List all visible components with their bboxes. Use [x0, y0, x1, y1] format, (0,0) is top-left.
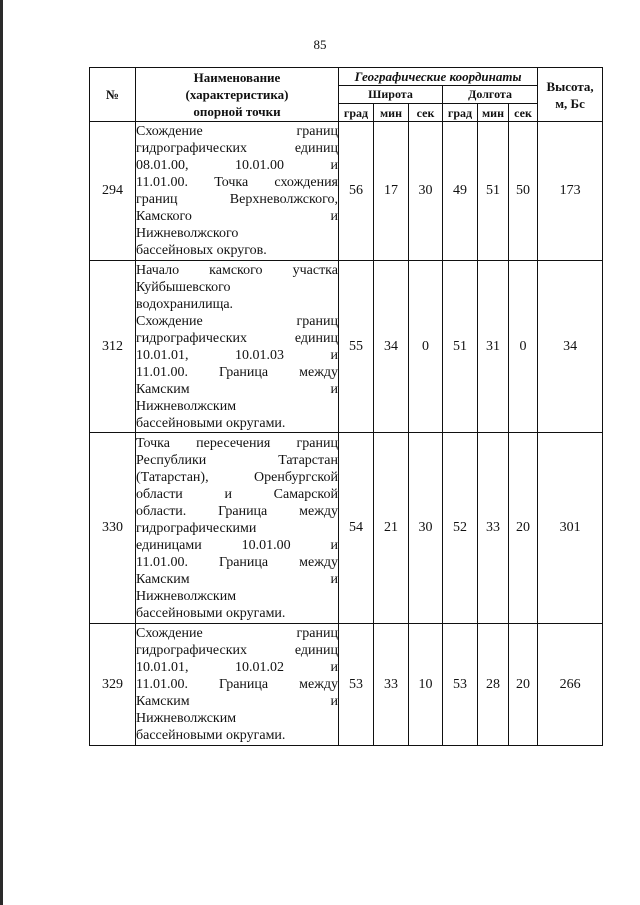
- row-name: [136, 624, 339, 746]
- row-number: 330: [90, 433, 136, 624]
- row-name-line: Нижневолжским: [136, 398, 237, 414]
- row-name-line: бассейновыми округами.: [136, 605, 286, 621]
- row-name-line: бассейновыми округами.: [136, 415, 286, 431]
- header-lat-deg: град: [339, 104, 374, 122]
- row-lat-deg: 55: [339, 261, 374, 433]
- row-name-line: Камским и: [136, 571, 338, 587]
- table-header: [90, 68, 603, 122]
- header-name-line: опорной точки: [193, 104, 281, 119]
- row-name-line: области и Самарской: [136, 486, 338, 502]
- table-row: [90, 122, 603, 261]
- row-name-line: области. Граница между: [136, 503, 338, 519]
- row-lon-sec: 50: [509, 122, 538, 261]
- row-lon-deg: 51: [443, 261, 478, 433]
- row-name-line: гидрографических единиц: [136, 141, 338, 156]
- row-height: 301: [538, 433, 603, 624]
- row-name-line: Нижневолжского: [136, 226, 239, 241]
- header-lon-deg: град: [443, 104, 478, 122]
- header-name-line: (характеристика): [185, 87, 289, 102]
- row-name-line: гидрографическими: [136, 520, 257, 536]
- row-lat-sec: 30: [409, 122, 443, 261]
- row-name-line: Схождение границ: [136, 313, 338, 329]
- row-name-line: бассейновых округов.: [136, 243, 267, 258]
- row-lon-deg: 49: [443, 122, 478, 261]
- header-lat-sec: сек: [409, 104, 443, 122]
- row-name: [136, 261, 339, 433]
- row-lat-sec: 30: [409, 433, 443, 624]
- row-number: 329: [90, 624, 136, 746]
- header-lon-sec: сек: [509, 104, 538, 122]
- row-name-line: Камским и: [136, 694, 338, 709]
- row-name: [136, 122, 339, 261]
- row-lat-min: 34: [374, 261, 409, 433]
- row-lon-sec: 20: [509, 624, 538, 746]
- row-name-line: Схождение границ: [136, 626, 338, 641]
- page-number: 85: [313, 37, 327, 52]
- row-name-line: 11.01.00. Граница между: [136, 554, 338, 570]
- table-row: [90, 261, 603, 433]
- row-name-line: границ Верхневолжского,: [136, 192, 338, 207]
- row-lon-deg: 53: [443, 624, 478, 746]
- table-row: [90, 624, 603, 746]
- row-lat-deg: 54: [339, 433, 374, 624]
- table-body: [90, 122, 603, 746]
- row-name-line: Нижневолжским: [136, 711, 237, 726]
- row-lon-sec: 20: [509, 433, 538, 624]
- row-height: 266: [538, 624, 603, 746]
- header-height-line: м, Бс: [555, 95, 585, 111]
- row-name-line: Схождение границ: [136, 124, 338, 139]
- header-latitude: Широта: [339, 86, 443, 104]
- header-height-line: Высота,: [546, 78, 594, 94]
- row-lon-deg: 52: [443, 433, 478, 624]
- table-row: [90, 433, 603, 624]
- header-lat-min: мин: [374, 104, 409, 122]
- row-lat-sec: 0: [409, 261, 443, 433]
- row-lon-sec: 0: [509, 261, 538, 433]
- row-height: 173: [538, 122, 603, 261]
- header-longitude: Долгота: [443, 86, 538, 104]
- row-lat-deg: 56: [339, 122, 374, 261]
- page-left-edge: [0, 0, 3, 905]
- row-lat-min: 17: [374, 122, 409, 261]
- row-name-line: бассейновыми округами.: [136, 728, 286, 743]
- row-name-line: гидрографических единиц: [136, 330, 338, 346]
- row-number: 294: [90, 122, 136, 261]
- row-lat-min: 21: [374, 433, 409, 624]
- row-name-line: Республики Татарстан: [136, 452, 338, 468]
- header-name-line: Наименование: [193, 70, 281, 85]
- row-name-line: Начало камского участка: [136, 262, 338, 278]
- row-name-line: (Татарстан), Оренбургской: [136, 469, 338, 485]
- header-name: [136, 68, 339, 122]
- row-lon-min: 33: [478, 433, 509, 624]
- row-name-line: Куйбышевского: [136, 279, 231, 295]
- row-name-line: 10.01.01, 10.01.02 и: [136, 660, 338, 675]
- row-height: 34: [538, 261, 603, 433]
- header-lon-min: мин: [478, 104, 509, 122]
- row-lat-sec: 10: [409, 624, 443, 746]
- row-lon-min: 51: [478, 122, 509, 261]
- row-name-line: 11.01.00. Точка схождения: [136, 175, 338, 190]
- header-coordinates: Географические координаты: [339, 68, 538, 86]
- row-lat-deg: 53: [339, 624, 374, 746]
- row-name-line: 11.01.00. Граница между: [136, 677, 338, 692]
- row-name-line: 08.01.00, 10.01.00 и: [136, 158, 338, 173]
- row-name-line: Нижневолжским: [136, 588, 237, 604]
- reference-points-table: [89, 67, 603, 746]
- header-number: №: [90, 68, 136, 122]
- row-name-line: гидрографических единиц: [136, 643, 338, 658]
- row-name-line: водохранилища.: [136, 296, 234, 312]
- row-name-line: единицами 10.01.00 и: [136, 537, 338, 553]
- row-lon-min: 28: [478, 624, 509, 746]
- header-height: [538, 68, 603, 122]
- row-lat-min: 33: [374, 624, 409, 746]
- row-name-line: Точка пересечения границ: [136, 435, 338, 451]
- row-number: 312: [90, 261, 136, 433]
- row-name-line: 10.01.01, 10.01.03 и: [136, 347, 338, 363]
- row-name-line: Камским и: [136, 381, 338, 397]
- row-name: [136, 433, 339, 624]
- row-name-line: Камского и: [136, 209, 338, 224]
- row-lon-min: 31: [478, 261, 509, 433]
- row-name-line: 11.01.00. Граница между: [136, 364, 338, 380]
